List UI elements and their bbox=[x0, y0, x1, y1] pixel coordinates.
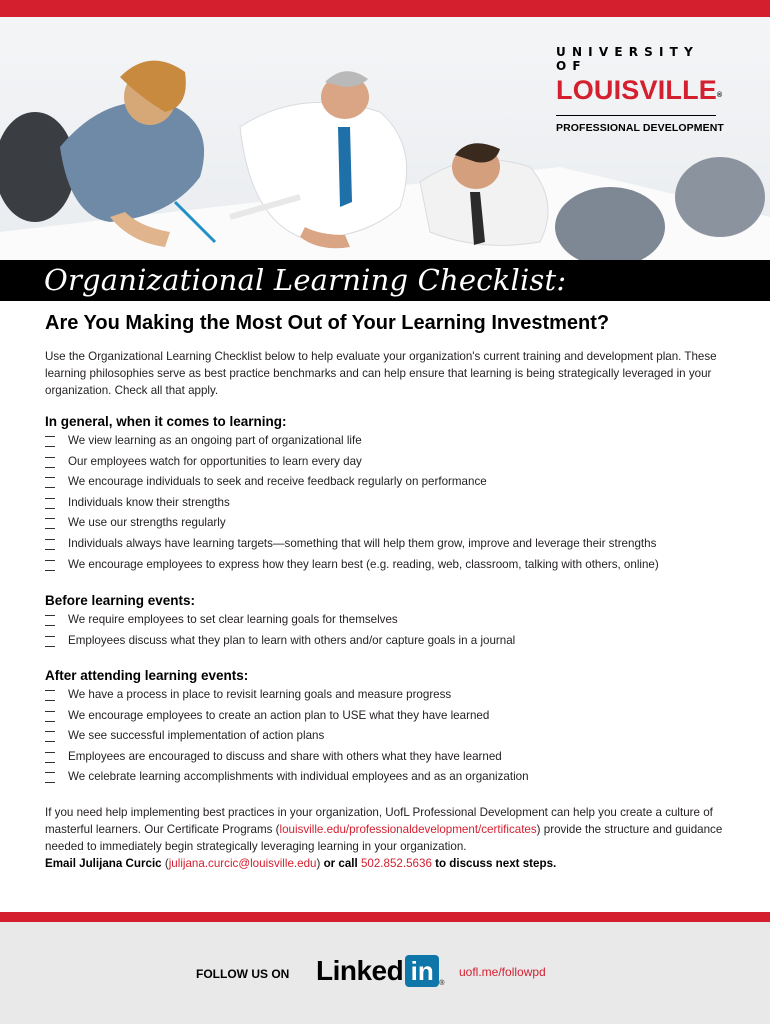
checklist-item[interactable] bbox=[45, 729, 529, 750]
footer bbox=[0, 922, 770, 1024]
follow-url-link[interactable]: uofl.me/followpd bbox=[459, 965, 546, 979]
logo-professional-development: PROFESSIONAL DEVELOPMENT bbox=[556, 122, 724, 134]
checklist-item-label: We encourage individuals to seek and receive feedback regularly on performance bbox=[68, 475, 487, 489]
checkbox[interactable] bbox=[45, 457, 55, 468]
linkedin-logo[interactable] bbox=[316, 955, 444, 989]
checklist-item[interactable] bbox=[45, 688, 529, 709]
checkbox[interactable] bbox=[45, 690, 55, 701]
call-tail: to discuss next steps. bbox=[431, 857, 557, 870]
checklist-item-label: We encourage employees to create an action plan to USE what they have learned bbox=[68, 708, 490, 722]
checklist-item[interactable] bbox=[45, 613, 515, 634]
logo-divider bbox=[556, 115, 716, 116]
closing-text: If you need help implementing best practices in your organization, UofL Professional Development can help you create a culture of masterful learners. Our Certificate Programs ( bbox=[45, 806, 713, 836]
section-heading-before: Before learning events: bbox=[45, 593, 196, 608]
closing-paragraph bbox=[45, 804, 735, 872]
closing-text-2: ) provide the structure and guidance needed to immediately begin strategically leveraging learning in your organization. bbox=[45, 823, 723, 853]
title-band bbox=[0, 260, 770, 301]
checklist-item-label: We celebrate learning accomplishments with individual employees and as an organization bbox=[68, 770, 529, 784]
checklist-item-label: Individuals always have learning targets—something that will help them grow, improve and leverage their strengths bbox=[68, 536, 657, 550]
email-label: Email Julijana Curcic bbox=[45, 857, 162, 870]
linkedin-registered-mark: ® bbox=[439, 980, 445, 987]
checkbox[interactable] bbox=[45, 636, 55, 647]
phone-link[interactable]: 502.852.5636 bbox=[360, 857, 432, 870]
checkbox[interactable] bbox=[45, 477, 55, 488]
intro-paragraph: Use the Organizational Learning Checklist below to help evaluate your organization's current training and development plan. These learning philosophies serve as best practice benchmarks and can help ensure that learning is being strategically leveraged in your organization. Check all that apply. bbox=[45, 350, 717, 397]
email-link[interactable]: julijana.curcic@louisville.edu bbox=[168, 857, 317, 870]
section-heading-after: After attending learning events: bbox=[45, 668, 249, 683]
checkbox[interactable] bbox=[45, 731, 55, 742]
checkbox[interactable] bbox=[45, 539, 55, 550]
email-open: ( bbox=[161, 857, 169, 870]
checklist-title: Organizational Learning Checklist: bbox=[44, 263, 567, 297]
checklist-general bbox=[45, 434, 659, 578]
logo-louisville bbox=[556, 75, 726, 111]
checkbox[interactable] bbox=[45, 711, 55, 722]
call-label: or call bbox=[320, 857, 361, 870]
page-headline: Are You Making the Most Out of Your Learning Investment? bbox=[45, 312, 610, 334]
checklist-item-label: We view learning as an ongoing part of organizational life bbox=[68, 434, 362, 447]
section-heading-general: In general, when it comes to learning: bbox=[45, 414, 287, 429]
checklist-item[interactable] bbox=[45, 634, 515, 655]
checkbox[interactable] bbox=[45, 752, 55, 763]
checklist-item[interactable] bbox=[45, 455, 659, 476]
logo-louisville-text: LOUISVILLE bbox=[556, 75, 718, 105]
checklist-item-label: We encourage employees to express how they learn best (e.g. reading, web, classroom, talking with others, online) bbox=[68, 557, 659, 571]
email-close: ) bbox=[316, 857, 321, 870]
certificates-link[interactable]: louisville.edu/professionaldevelopment/certificates bbox=[279, 823, 537, 836]
checklist-item-label: We require employees to set clear learning goals for themselves bbox=[68, 613, 398, 626]
linkedin-in-icon: in bbox=[405, 955, 439, 987]
checkbox[interactable] bbox=[45, 615, 55, 626]
bottom-accent-bar bbox=[0, 912, 770, 922]
checkbox[interactable] bbox=[45, 772, 55, 783]
checklist-item[interactable] bbox=[45, 434, 659, 455]
checklist-after bbox=[45, 688, 529, 791]
checklist-item[interactable] bbox=[45, 770, 529, 791]
checkbox[interactable] bbox=[45, 498, 55, 509]
checklist-item-label: Employees discuss what they plan to learn with others and/or capture goals in a journal bbox=[68, 633, 516, 647]
checklist-item[interactable] bbox=[45, 537, 659, 558]
checklist-item[interactable] bbox=[45, 516, 659, 537]
checklist-item-label: Our employees watch for opportunities to learn every day bbox=[68, 454, 362, 468]
university-logo bbox=[556, 45, 726, 134]
registered-mark: ® bbox=[717, 92, 723, 99]
checklist-item[interactable] bbox=[45, 558, 659, 579]
logo-university-of: UNIVERSITY OF bbox=[556, 45, 699, 73]
follow-us-label: FOLLOW US ON bbox=[196, 967, 290, 981]
checklist-item-label: Individuals know their strengths bbox=[68, 495, 230, 509]
checklist-item-label: We use our strengths regularly bbox=[68, 516, 226, 530]
checkbox[interactable] bbox=[45, 436, 55, 447]
top-accent-bar bbox=[0, 0, 770, 17]
checkbox[interactable] bbox=[45, 560, 55, 571]
checkbox[interactable] bbox=[45, 518, 55, 529]
hero-photo bbox=[0, 17, 770, 260]
checklist-item-label: We see successful implementation of action plans bbox=[68, 729, 325, 743]
checklist-item-label: We have a process in place to revisit learning goals and measure progress bbox=[68, 688, 452, 701]
checklist-item[interactable] bbox=[45, 475, 659, 496]
checklist-item[interactable] bbox=[45, 709, 529, 730]
linkedin-word: Linked bbox=[316, 955, 404, 986]
checklist-item[interactable] bbox=[45, 750, 529, 771]
checklist-before bbox=[45, 613, 515, 654]
checklist-item-label: Employees are encouraged to discuss and share with others what they have learned bbox=[68, 749, 502, 763]
checklist-item[interactable] bbox=[45, 496, 659, 517]
